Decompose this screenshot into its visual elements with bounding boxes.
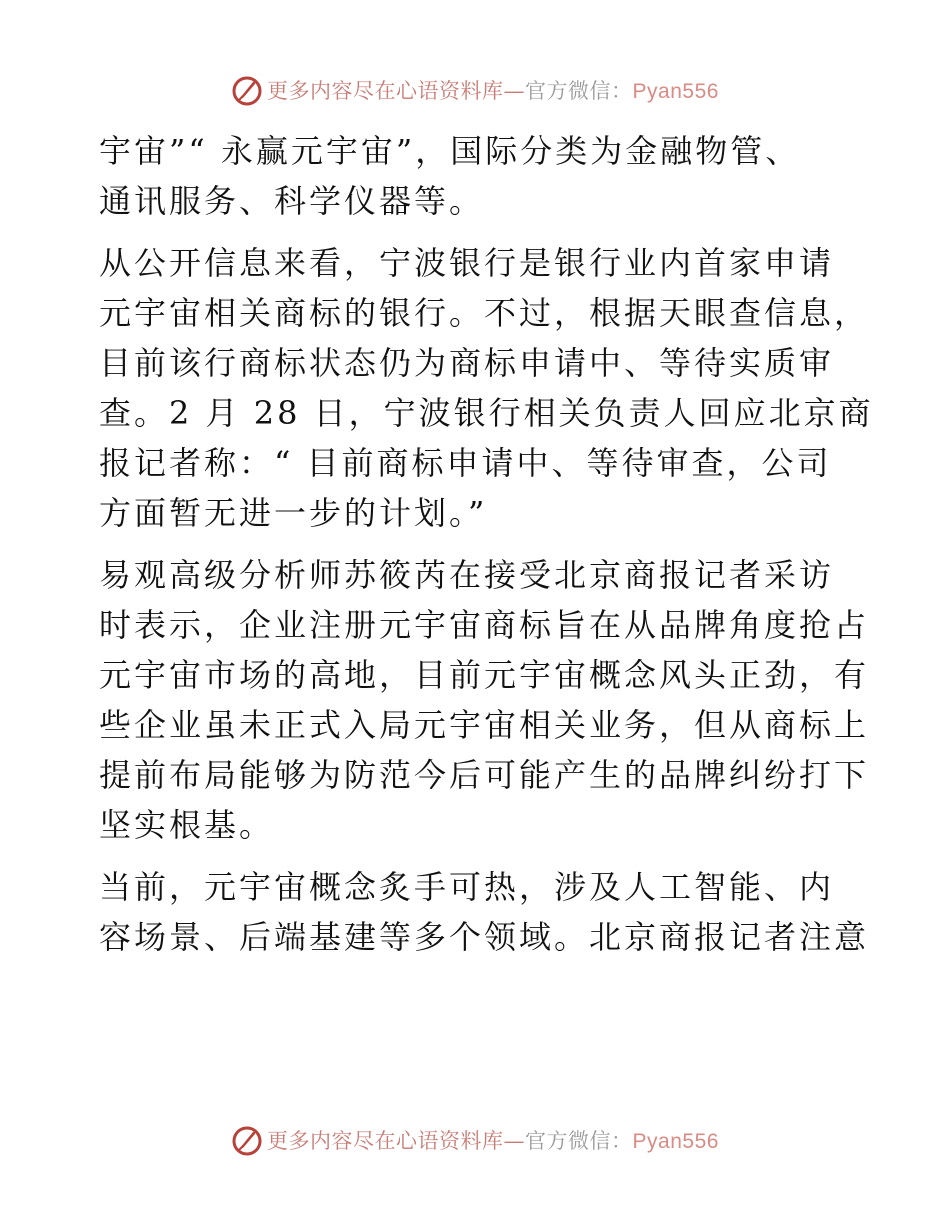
paragraph (99, 862, 870, 962)
text-line: 提前布局能够为防范今后可能产生的品牌纠纷打下 (99, 756, 870, 794)
text-line: 元宇宙市场的高地，目前元宇宙概念风头正劲，有 (99, 656, 870, 694)
banner-official-label: 官方微信： (525, 1129, 633, 1153)
text-line: 时表示，企业注册元宇宙商标旨在从品牌角度抢占 (99, 606, 870, 644)
banner-official-label: 官方微信： (525, 79, 633, 103)
paragraph (99, 126, 851, 226)
text-line: 些企业虽未正式入局元宇宙相关业务，但从商标上 (99, 706, 870, 744)
text-line: 易观高级分析师苏筱芮在接受北京商报记者采访 (99, 556, 835, 594)
text-line: 从公开信息来看，宁波银行是银行业内首家申请 (99, 244, 835, 282)
footer-watermark (0, 1120, 950, 1160)
header-watermark (0, 70, 950, 110)
banner-main-text: 更多内容尽在心语资料库 (267, 1129, 504, 1153)
text-line: 坚实根基。 (99, 806, 275, 844)
banner-main-text: 更多内容尽在心语资料库 (267, 79, 504, 103)
paragraph (99, 238, 874, 538)
feather-logo-icon (231, 1124, 263, 1156)
banner-dash: — (503, 1129, 526, 1153)
text-line: 宇宙”“ 永赢元宇宙”，国际分类为金融物管、 (99, 132, 801, 170)
feather-logo-icon (231, 74, 263, 106)
banner-wechat-id: Pyan556 (632, 1130, 719, 1153)
text-line: 通讯服务、科学仪器等。 (99, 182, 485, 220)
paragraph (99, 550, 870, 850)
text-line: 元宇宙相关商标的银行。不过，根据天眼查信息， (99, 294, 870, 332)
text-line: 目前该行商标状态仍为商标申请中、等待实质审 (99, 344, 835, 382)
text-line: 容场景、后端基建等多个领域。北京商报记者注意 (99, 918, 870, 956)
text-line: 当前，元宇宙概念炙手可热，涉及人工智能、内 (99, 868, 835, 906)
text-line: 报记者称：“ 目前商标申请中、等待审查，公司 (99, 444, 832, 482)
text-line: 方面暂无进一步的计划。” (99, 494, 488, 532)
text-line: 查。2 月 28 日，宁波银行相关负责人回应北京商 (99, 394, 874, 432)
banner-wechat-id: Pyan556 (632, 80, 719, 103)
banner-dash: — (503, 79, 526, 103)
document-body (99, 126, 874, 974)
